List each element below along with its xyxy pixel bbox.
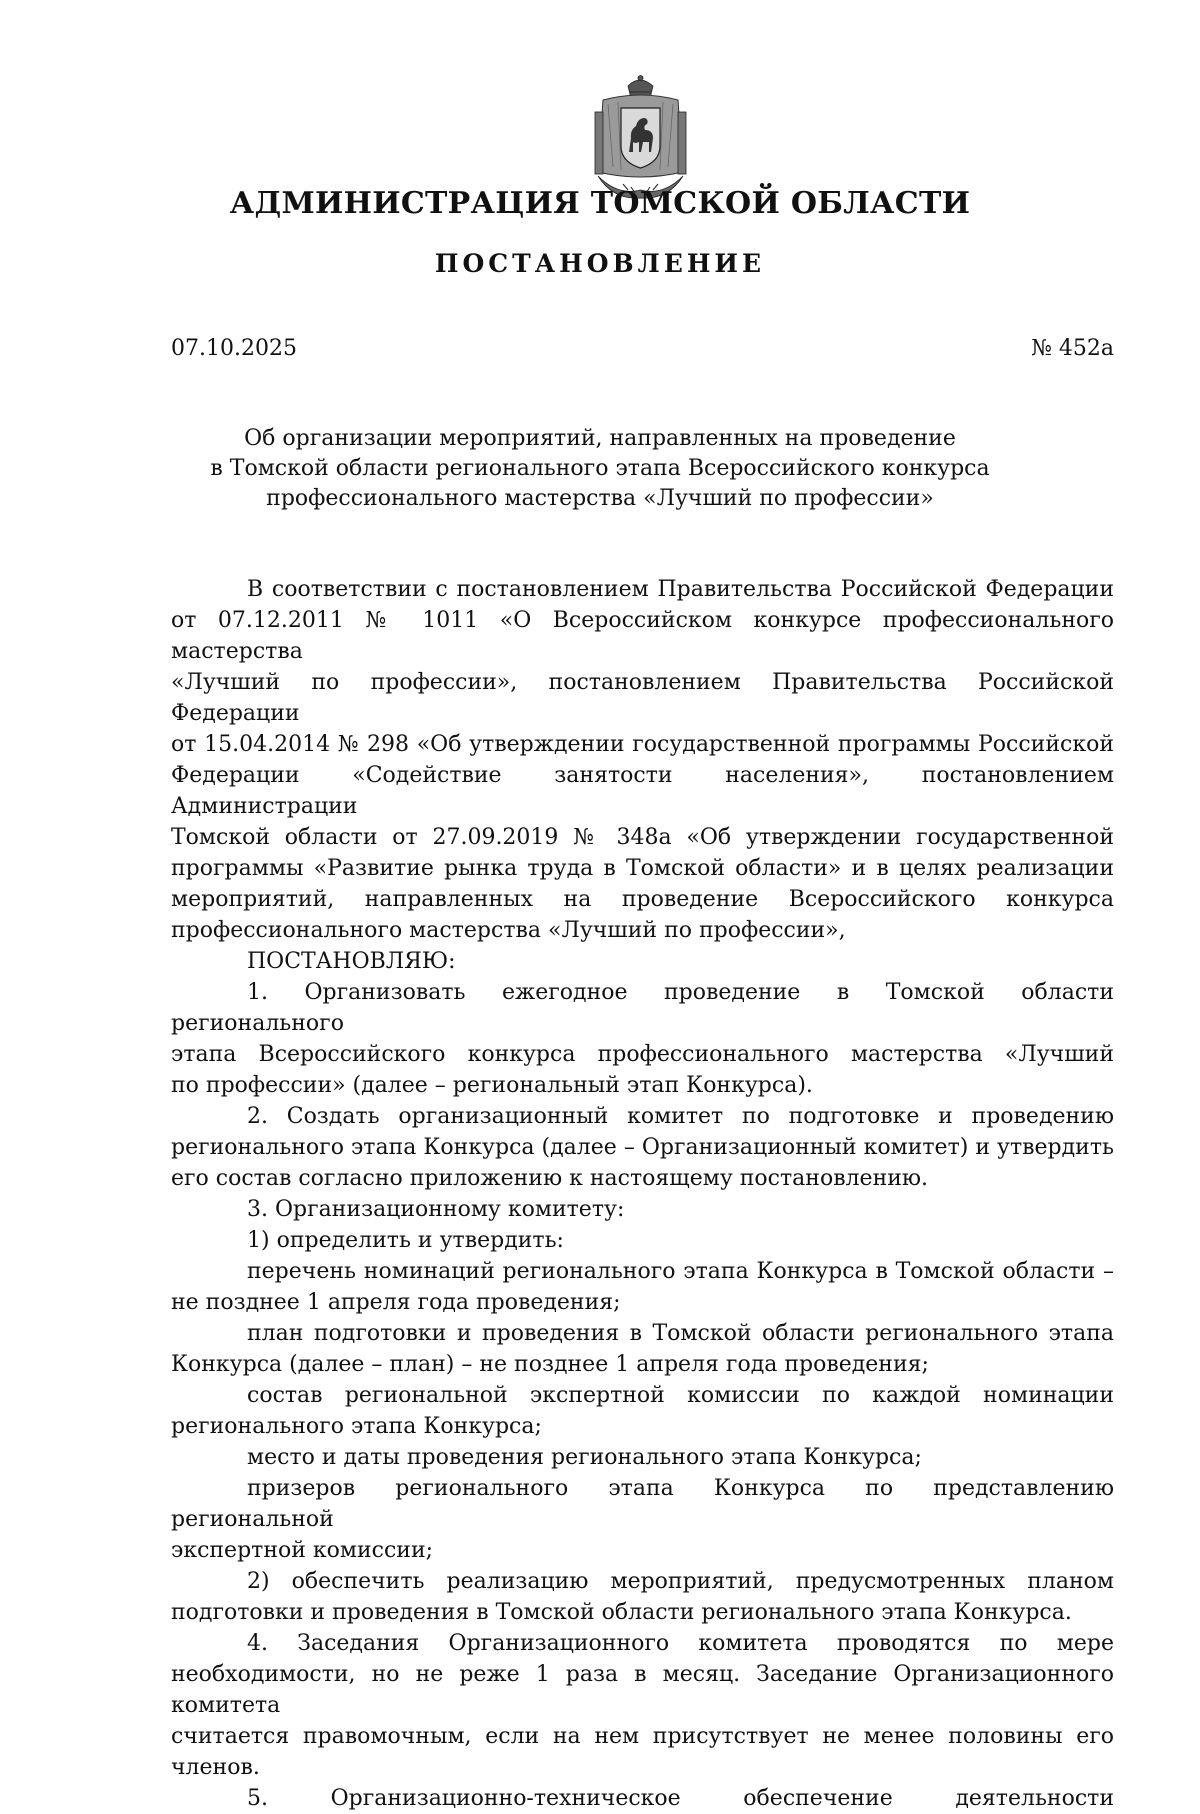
preamble-line: В соответствии с постановлением Правительства Российской Федерации <box>247 577 1114 602</box>
preamble-line: «Лучший по профессии», постановлением Правительства Российской Федерации <box>171 670 1114 726</box>
item-line: план подготовки и проведения в Томской области регионального этапа <box>247 1321 1114 1346</box>
item-3-1-b <box>171 1318 1114 1380</box>
organization-title: АДМИНИСТРАЦИЯ ТОМСКОЙ ОБЛАСТИ <box>229 186 971 221</box>
item-line: 1. Организовать ежегодное проведение в Томской области регионального <box>171 980 1114 1036</box>
item-line: регионального этапа Конкурса; <box>171 1414 542 1439</box>
item-line: этапа Всероссийского конкурса профессионального мастерства «Лучший <box>171 1042 1114 1067</box>
item-line: Конкурса (далее – план) – не позднее 1 апреля года проведения; <box>171 1352 929 1377</box>
item-1 <box>171 977 1114 1101</box>
preamble-line: от 07.12.2011 № 1011 «О Всероссийском конкурсе профессионального мастерства <box>171 608 1114 664</box>
item-3-1: 1) определить и утвердить: <box>247 1228 564 1253</box>
document-date: 07.10.2025 <box>171 336 297 361</box>
item-line: экспертной комиссии; <box>171 1538 434 1563</box>
subject-line: Об организации мероприятий, направленных на проведение <box>244 426 956 451</box>
item-line: перечень номинаций регионального этапа Конкурса в Томской области – <box>247 1259 1114 1284</box>
item-3-1-a <box>171 1256 1114 1318</box>
item-3-1-d: место и даты проведения регионального этапа Конкурса; <box>247 1445 922 1470</box>
preamble-line: программы «Развитие рынка труда в Томской области» и в целях реализации <box>171 856 1114 881</box>
resolve-keyword: ПОСТАНОВЛЯЮ: <box>247 949 456 974</box>
preamble-line: Федерации «Содействие занятости населения», постановлением Администрации <box>171 763 1114 819</box>
item-4 <box>171 1628 1114 1783</box>
preamble-line: от 15.04.2014 № 298 «Об утверждении государственной программы Российской <box>171 732 1114 757</box>
item-line: подготовки и проведения в Томской области регионального этапа Конкурса. <box>171 1600 1072 1625</box>
item-line: необходимости, но не реже 1 раза в месяц. Заседание Организационного комитета <box>171 1662 1114 1718</box>
document-subject <box>150 424 1050 514</box>
preamble <box>171 574 1114 946</box>
preamble-line: профессионального мастерства «Лучший по профессии», <box>171 918 846 943</box>
item-5: 5. Организационно-техническое обеспечение деятельности <box>247 1786 1114 1811</box>
preamble-line: мероприятий, направленных на проведение Всероссийского конкурса <box>171 887 1114 912</box>
preamble-line: Томской области от 27.09.2019 № 348а «Об утверждении государственной <box>171 825 1114 850</box>
item-line: состав региональной экспертной комиссии по каждой номинации <box>247 1383 1114 1408</box>
item-line: призеров регионального этапа Конкурса по представлению региональной <box>171 1476 1114 1532</box>
item-line: 2. Создать организационный комитет по подготовке и проведению <box>247 1104 1114 1129</box>
item-line: по профессии» (далее – региональный этап Конкурса). <box>171 1073 813 1098</box>
item-3-1-c <box>171 1380 1114 1442</box>
item-line: 2) обеспечить реализацию мероприятий, предусмотренных планом <box>247 1569 1114 1594</box>
item-3: 3. Организационному комитету: <box>247 1197 625 1222</box>
item-line: 4. Заседания Организационного комитета проводятся по мере <box>247 1631 1114 1656</box>
item-line: регионального этапа Конкурса (далее – Организационный комитет) и утвердить <box>171 1135 1114 1160</box>
document-number: № 452а <box>1031 336 1114 361</box>
tomsk-oblast-coat-of-arms-icon <box>583 72 698 204</box>
subject-line: профессионального мастерства «Лучший по профессии» <box>266 486 934 511</box>
document-type: ПОСТАНОВЛЕНИЕ <box>434 249 766 278</box>
item-3-1-e <box>171 1473 1114 1566</box>
subject-line: в Томской области регионального этапа Всероссийского конкурса <box>210 456 990 481</box>
item-2 <box>171 1101 1114 1194</box>
item-line: считается правомочным, если на нем присутствует не менее половины его членов. <box>171 1724 1114 1780</box>
item-3-2 <box>171 1566 1114 1628</box>
item-line: не позднее 1 апреля года проведения; <box>171 1290 621 1315</box>
document-body <box>171 574 1114 1814</box>
item-line: его состав согласно приложению к настоящему постановлению. <box>171 1166 929 1191</box>
